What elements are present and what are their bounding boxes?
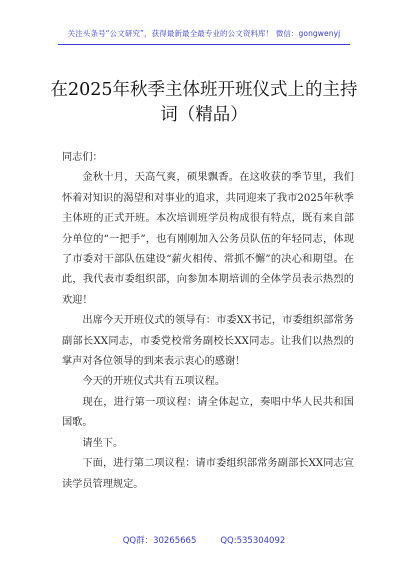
qq-group-label: QQ群：30265665 bbox=[122, 536, 197, 546]
salutation: 同志们： bbox=[62, 152, 103, 163]
paragraph-4: 现在，进行第一项议程：请全体起立，奏唱中华人民共和国国歌。 bbox=[62, 396, 354, 429]
header-divider bbox=[58, 44, 350, 45]
footer-contact bbox=[0, 534, 408, 546]
paragraph-5: 请坐下。 bbox=[82, 437, 124, 449]
qq-label: QQ:535304092 bbox=[220, 536, 286, 546]
document-title: 在2025年秋季主体班开班仪式上的主持词（精品） bbox=[50, 80, 358, 125]
header-note: 关注头条号“公文研究”，获得最新最全最专业的公文资料库！ 微信：gongwenyj bbox=[67, 29, 341, 38]
paragraph-2: 出席今天开班仪式的领导有：市委XX书记，市委组织部常务副部长XX同志，市委党校常务副校长XX同志。让我们以热烈的掌声对各位领导的到来表示衷心的感谢！ bbox=[62, 315, 354, 368]
paragraph-1: 金秋十月，天高气爽，硕果飘香。在这收获的季节里，我们怀着对知识的渴望和对事业的追求，共同迎来了我市2025年秋季主体班的正式开班。本次培训班学员构成很有特点，既有来自部分单位的“一把手”，也有刚刚加入公务员队伍的年轻同志，体现了市委对干部队伍建设“薪火相传、常抓不懈”的决心和期望。在此，我代表市委组织部，向参加本期培训的全体学员表示热烈的欢迎！ bbox=[62, 172, 354, 306]
document-body bbox=[62, 148, 354, 495]
paragraph-6: 下面，进行第二项议程：请市委组织部常务副部长XX同志宣读学员管理规定。 bbox=[62, 458, 354, 490]
paragraph-3: 今天的开班仪式共有五项议程。 bbox=[82, 376, 226, 388]
